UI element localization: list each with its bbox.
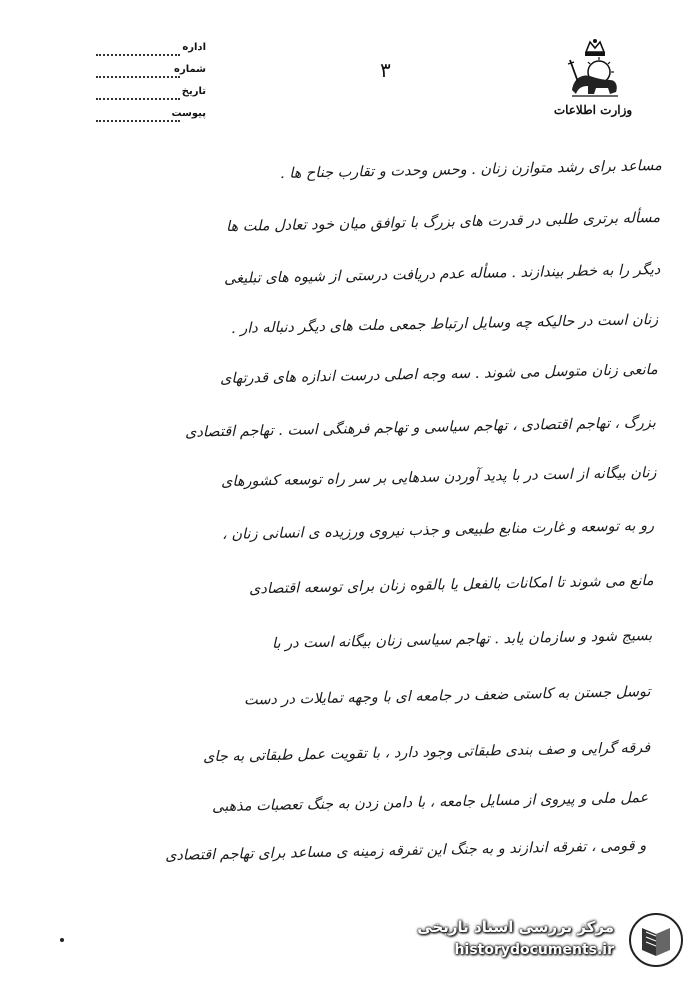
body-line: رو به توسعه و غارت منابع طبیعی و جذب نیروی ورزیده ی انسانی زنان ، (221, 518, 655, 544)
book-logo-icon (628, 912, 684, 968)
body-line: زنان است در حالیکه چه وسایل ارتباط جمعی ملت های دیگر دنباله دار . (230, 312, 659, 337)
ministry-name: وزارت اطلاعات (553, 103, 633, 117)
body-line: بزرگ ، تهاجم اقتصادی ، تهاجم سیاسی و تهاجم فرهنگی است . تهاجم اقتصادی (185, 415, 657, 441)
page-number: ۳ (380, 58, 391, 82)
watermark-title: مرکز بررسی اسناد تاریخی (417, 918, 614, 936)
field-label: پیوست (171, 108, 206, 119)
body-line: بسیج شود و سازمان یابد . تهاجم سیاسی زنان بیگانه است در با (271, 628, 653, 652)
body-line: عمل ملی و پیروی از مسایل جامعه ، با دامن زدن به جنگ تعصبات مذهبی (211, 790, 649, 816)
body-line: زنان بیگانه از است در با پدید آوردن سدهایی بر سر راه توسعه کشورهای (220, 465, 657, 491)
body-line: فرقه گرایی و صف بندی طبقاتی وجود دارد ، با تقویت عمل طبقاتی به جای (202, 740, 651, 766)
field-label: تاریخ (181, 86, 206, 97)
body-line: مانع می شوند تا امکانات بالفعل یا بالقوه زنان برای توسعه اقتصادی (249, 573, 655, 598)
body-line: مسأله برتری طلبی در قدرت های بزرگ با توافق میان خود تعادل ملت ها (225, 210, 661, 236)
scan-speck (60, 938, 64, 942)
body-line: و قومی ، تفرقه اندازند و به جنگ این تفرقه زمینه ی مساعد برای تهاجم اقتصادی (164, 838, 647, 865)
body-line: توسل جستن به کاستی ضعف در جامعه ای با وجهه تمایلات در دست (243, 684, 651, 709)
body-line: مانعی زنان متوسل می شوند . سه وجه اصلی درست اندازه های قدرتهای (220, 362, 659, 388)
watermark (417, 910, 692, 970)
body-line: مساعد برای رشد متوازن زنان . وحس وحدت و تقارب جناح ها . (280, 158, 663, 182)
field-label: شماره (174, 64, 206, 75)
body-line: دیگر را به خطر بیندازند . مسأله عدم دریافت درستی از شیوه های تبلیغی (223, 262, 661, 288)
watermark-url: historydocuments.ir (454, 942, 614, 958)
field-label: اداره (182, 42, 206, 53)
